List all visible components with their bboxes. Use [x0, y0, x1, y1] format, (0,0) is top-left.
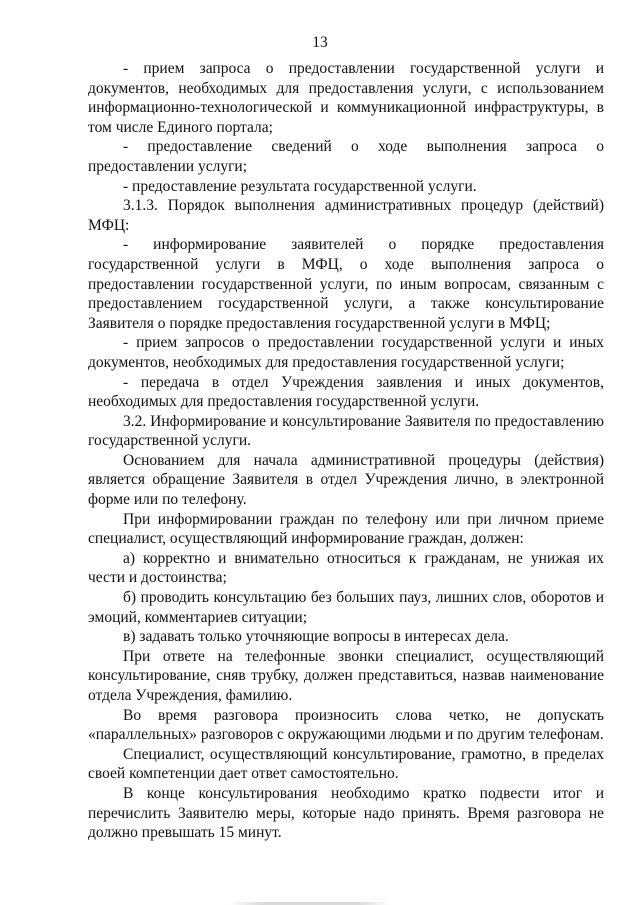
paragraph-service-request-intake: - прием запроса о предоставлении государственной услуги и документов, необходимых для предоставления услуги, с использованием информационно-технологической и коммуникационной инфраструктуры, в том числе Единого портала; [88, 60, 604, 136]
paragraph-conversation-rules: Во время разговора произносить слова четко, не допускать «параллельных» разговоров с окружающими людьми и по другим телефонам. [88, 706, 604, 744]
paragraph-phone-answer: При ответе на телефонные звонки специалист, осуществляющий консультирование, сняв трубку, должен представиться, назвав наименование отдела Учреждения, фамилию. [88, 647, 604, 704]
paragraph-specialist-duties: При информировании граждан по телефону или при личном приеме специалист, осуществляющий информирование граждан, должен: [88, 510, 604, 548]
paragraph-document-transfer: - передача в отдел Учреждения заявления и иных документов, необходимых для предоставления государственной услуги. [88, 373, 604, 411]
paragraph-mfc-informing: - информирование заявителей о порядке предоставления государственной услуги в МФЦ, о ходе выполнения запроса о предоставлении государственной услуги, по иным вопросам, связанным с предоставлением государственной услуги, а также консультирование Заявителя о порядке предоставления государственной услуги в МФЦ; [88, 236, 604, 332]
paragraph-section-3-1-3: 3.1.3. Порядок выполнения административных процедур (действий) МФЦ: [88, 197, 604, 234]
paragraph-duty-c: в) задавать только уточняющие вопросы в интересах дела. [123, 628, 509, 646]
paragraph-duty-b: б) проводить консультацию без больших пауз, лишних слов, оборотов и эмоций, комментариев ситуации; [88, 589, 604, 626]
paragraph-section-3-2: 3.2. Информирование и консультирование Заявителя по предоставлению государственной услуги. [88, 412, 604, 450]
paragraph-independent-answer: Специалист, осуществляющий консультирование, грамотно, в пределах своей компетенции дает ответ самостоятельно. [88, 745, 604, 783]
paragraph-mfc-request-intake: - прием запросов о предоставлении государственной услуги и иных документов, необходимых для предоставления государственной услуги; [88, 334, 604, 371]
paragraph-progress-info: - предоставление сведений о ходе выполнения запроса о предоставлении услуги; [88, 138, 604, 175]
paragraph-duty-a: а) корректно и внимательно относиться к гражданам, не унижая их чести и достоинства; [88, 549, 604, 587]
paragraph-procedure-basis: Основанием для начала административной процедуры (действия) является обращение Заявителя в отдел Учреждения лично, в электронной форме или по телефону. [88, 451, 604, 509]
document-body [88, 59, 604, 843]
page-number: 13 [312, 34, 328, 51]
paragraph-consultation-end: В конце консультирования необходимо кратко подвести итог и перечислить Заявителю меры, которые надо принять. Время разговора не должно превышать 15 минут. [88, 784, 604, 842]
paragraph-result-delivery: - предоставление результата государственной услуги. [123, 177, 477, 195]
